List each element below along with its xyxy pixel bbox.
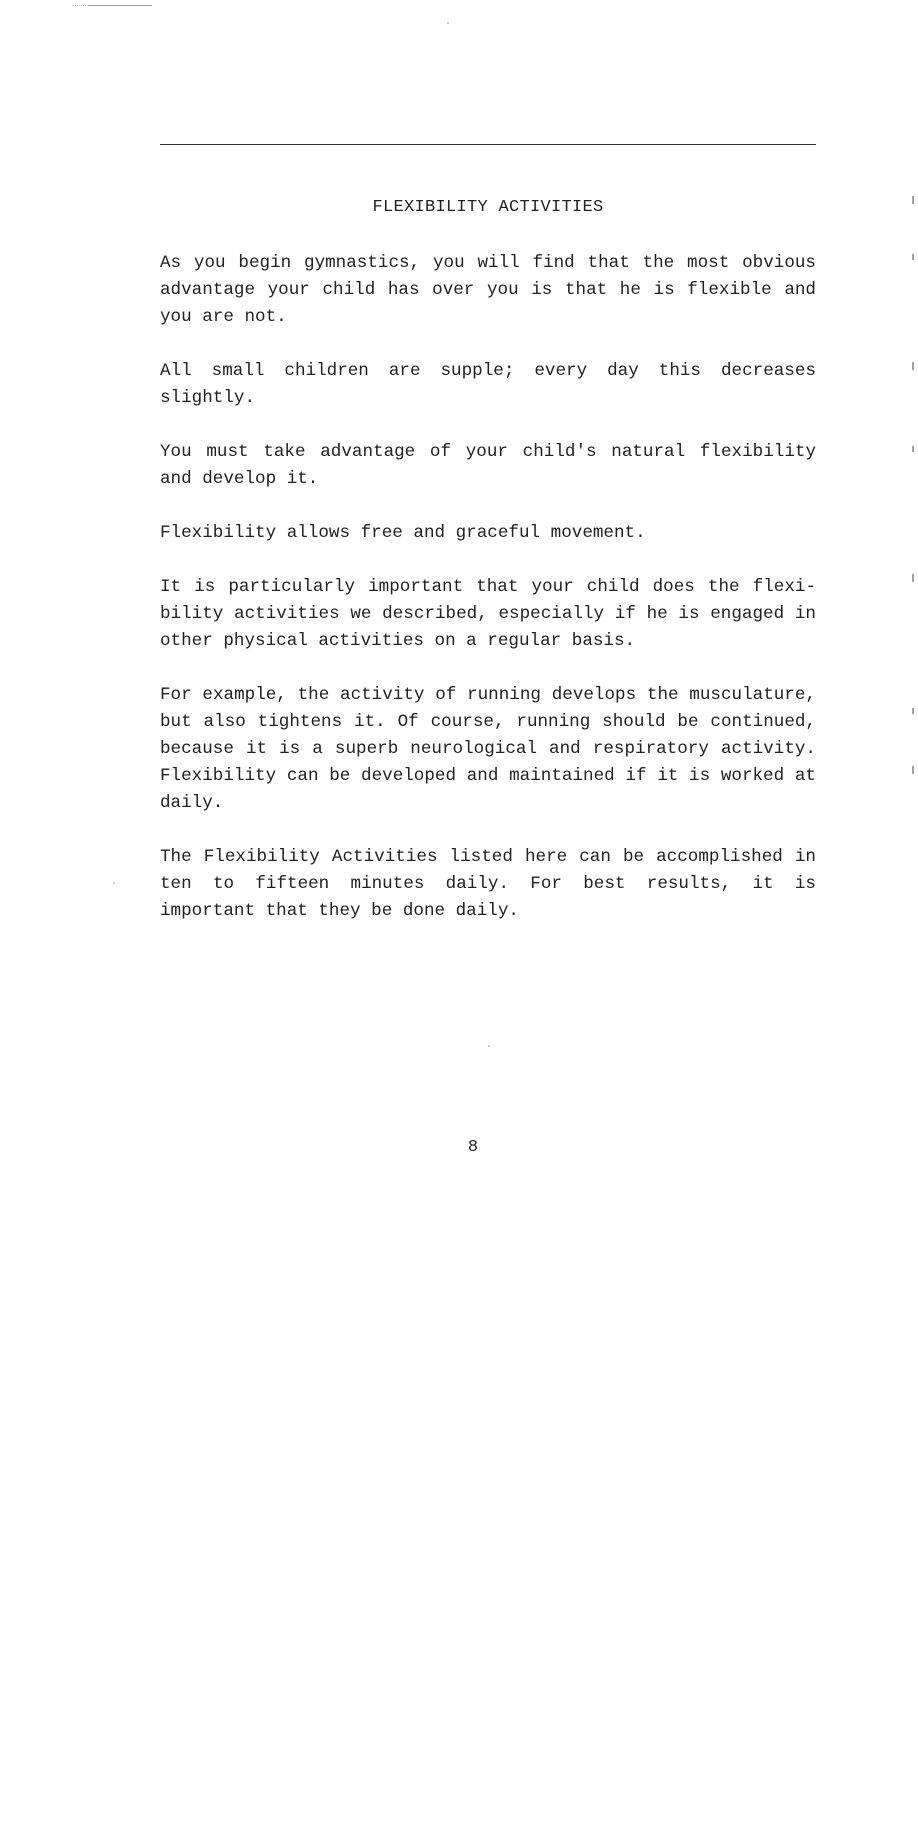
scan-speck bbox=[113, 882, 115, 884]
page-number: 8 bbox=[467, 1138, 479, 1157]
corner-scan-mark-dots bbox=[72, 5, 86, 6]
corner-scan-mark bbox=[88, 5, 152, 6]
body-text bbox=[160, 250, 816, 952]
paragraph-7: The Flexibility Activities listed here can be accomplished in ten to fifteen minutes daily. For best results, it is important that they be done daily. bbox=[160, 847, 816, 921]
scan-edge-mark bbox=[912, 446, 914, 452]
paragraph-3: You must take advantage of your child's natural flexibility and develop it. bbox=[160, 442, 816, 489]
scan-speck bbox=[488, 1045, 490, 1047]
scan-edge-mark bbox=[912, 708, 914, 714]
paragraph-6: For example, the activity of running develops the musculature, but also tightens it. Of course, running should be continued, because it is a superb neurological and respiratory activity. Flexibility can be developed and maintained if it is worked at daily. bbox=[160, 685, 816, 813]
scan-edge-mark bbox=[912, 574, 914, 582]
scan-edge-mark bbox=[912, 196, 914, 204]
paragraph-2: All small children are supple; every day this decreases slightly. bbox=[160, 361, 816, 408]
paragraph-5: It is particularly important that your child does the flexibility activities we described, especially if he is engaged in other physical activities on a regular basis. bbox=[160, 577, 816, 651]
scan-edge-mark bbox=[912, 362, 914, 370]
scan-edge-mark bbox=[912, 766, 914, 774]
scan-speck bbox=[447, 22, 449, 24]
scan-edge-mark bbox=[912, 254, 914, 260]
paragraph-1: As you begin gymnastics, you will find that the most obvious advantage your child has over you is that he is flexible and you are not. bbox=[160, 253, 816, 327]
paragraph-4: Flexibility allows free and graceful movement. bbox=[160, 523, 646, 543]
page-title: FLEXIBILITY ACTIVITIES bbox=[372, 198, 604, 217]
header-rule bbox=[160, 144, 816, 145]
